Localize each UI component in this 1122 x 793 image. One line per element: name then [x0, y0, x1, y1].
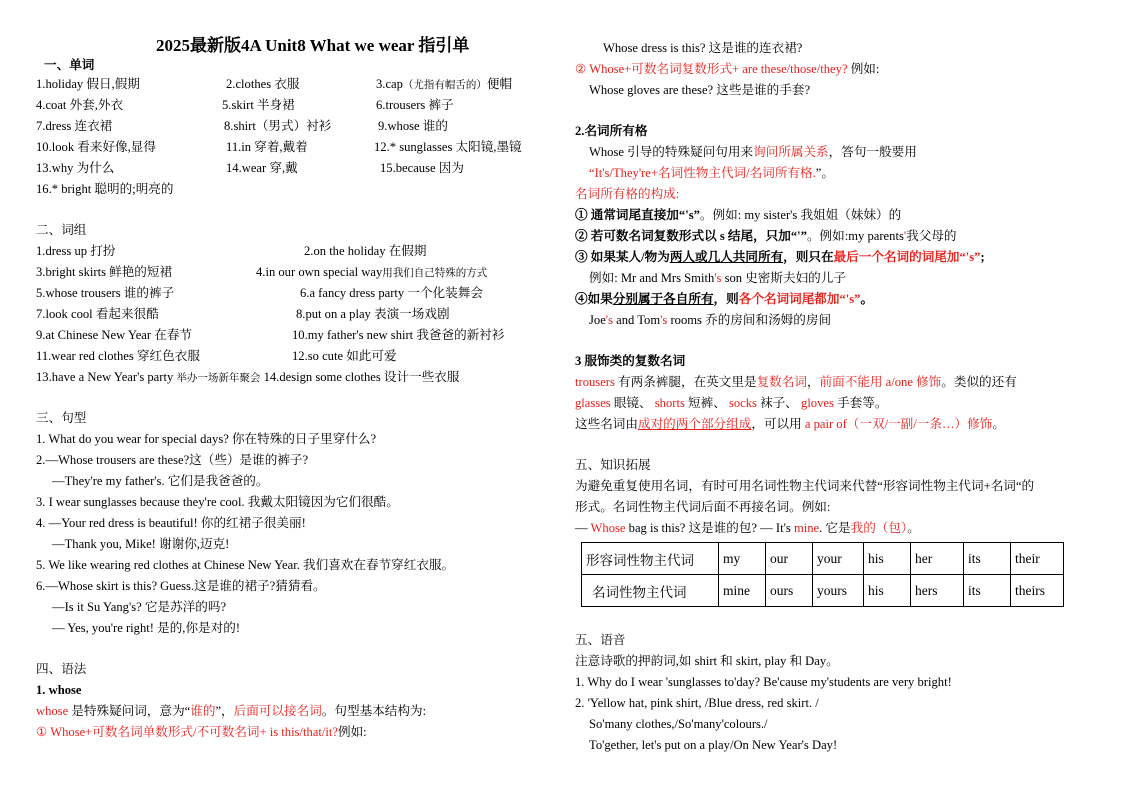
sentence-line: 2.—Whose trousers are these?这（些）是谁的裤子?	[36, 453, 309, 467]
table-cell: my	[719, 543, 766, 575]
vocab-item: 13.why 为什么	[36, 161, 115, 175]
sentence-line: — Yes, you're right! 是的,你是对的!	[52, 621, 241, 635]
table-cell: his	[864, 543, 911, 575]
grammar-subheading-whose: 1. whose	[36, 683, 82, 697]
table-cell: hers	[911, 575, 964, 607]
vocab-item: 6.trousers 裤子	[376, 98, 454, 112]
phrase-item: 9.at Chinese New Year 在春节	[36, 328, 193, 342]
vocab-item: 11.in 穿着,戴着	[226, 140, 308, 154]
sentence-line: 3. I wear sunglasses because they're cool. 我戴太阳镜因为它们很酷。	[36, 495, 399, 509]
vocab-item: 1.holiday 假日,假期	[36, 77, 140, 91]
phrase-item: 5.whose trousers 谁的裤子	[36, 286, 175, 300]
vocab-item: 8.shirt（男式）衬衫	[224, 119, 332, 133]
phonics-intro: 注意诗歌的押韵词,如 shirt 和 skirt, play 和 Day。	[575, 654, 839, 668]
sentence-line: —Is it Su Yang's? 它是苏洋的吗?	[52, 600, 227, 614]
possessive-intro: Whose 引导的特殊疑问句用来询问所属关系，答句一般要用	[589, 145, 917, 159]
phrase-item: 13.have a New Year's party 举办一场新年聚会 14.design some clothes 设计一些衣服	[36, 370, 460, 384]
phonics-heading: 五、语音	[575, 633, 626, 647]
table-cell: 名词性物主代词	[582, 575, 719, 607]
extension-heading: 五、知识拓展	[575, 458, 651, 472]
clothing-line-3: 这些名词由成对的两个部分组成，可以用 a pair of（一双/一副/一条…）修饰。	[575, 417, 1005, 431]
sentence-line: —They're my father's. 它们是我爸爸的。	[52, 474, 269, 488]
vocab-item: 4.coat 外套,外衣	[36, 98, 124, 112]
pronoun-table	[581, 542, 1064, 607]
sentence-line: 5. We like wearing red clothes at Chinese New Year. 我们喜欢在春节穿红衣服。	[36, 558, 455, 572]
sentence-line: 6.—Whose skirt is this? Guess.这是谁的裙子?猜猜看。	[36, 579, 326, 593]
clothing-line-2: glasses 眼镜、 shorts 短裤、 socks 袜子、 gloves 手套等。	[575, 396, 888, 410]
table-cell: his	[864, 575, 911, 607]
sentence-line: —Thank you, Mike! 谢谢你,迈克!	[52, 537, 230, 551]
clothing-heading: 3 服饰类的复数名词	[575, 354, 686, 368]
extension-line-2: 形式。名词性物主代词后面不再接名词。例如:	[575, 500, 831, 514]
table-cell: her	[911, 543, 964, 575]
vocab-heading: 一、单词	[44, 58, 95, 72]
phonics-line: To'gether, let's put on a play/On New Year's Day!	[589, 738, 838, 752]
vocab-item: 9.whose 谁的	[378, 119, 448, 133]
possessive-rule-2: ② 若可数名词复数形式以 s 结尾，只加“'”。例如:my parents'我父母的	[575, 229, 957, 243]
sentence-line: 4. —Your red dress is beautiful! 你的红裙子很美丽!	[36, 516, 306, 530]
grammar-pattern-1: ① Whose+可数名词单数形式/不可数名词+ is this/that/it?例如:	[36, 725, 367, 739]
phrase-item: 3.bright skirts 鲜艳的短裙	[36, 265, 173, 279]
phrase-item: 2.on the holiday 在假期	[304, 244, 427, 258]
possessive-rule-4: ④如果分别属于各自所有，则各个名词词尾都加“'s”。	[575, 292, 874, 306]
grammar-example-1: Whose dress is this? 这是谁的连衣裙?	[603, 41, 803, 55]
possessive-rule-3: ③ 如果某人/物为两人或几人共同所有，则只在最后一个名词的词尾加“'s”;	[575, 250, 985, 264]
possessive-rule-4-example: Joe's and Tom's rooms 乔的房间和汤姆的房间	[589, 313, 832, 327]
extension-example: — Whose bag is this? 这是谁的包? — It's mine. 它是我的（包）。	[575, 521, 920, 535]
phrase-item: 1.dress up 打扮	[36, 244, 116, 258]
grammar-heading: 四、语法	[36, 662, 87, 676]
table-cell: ours	[766, 575, 813, 607]
possessive-rule-1: ① 通常词尾直接加“'s”。例如: my sister's 我姐姐（妹妹）的	[575, 208, 902, 222]
phrases-heading: 二、词组	[36, 223, 87, 237]
table-row	[582, 575, 1064, 607]
phrase-item: 11.wear red clothes 穿红色衣服	[36, 349, 200, 363]
table-cell: our	[766, 543, 813, 575]
phrase-item: 10.my father's new shirt 我爸爸的新衬衫	[292, 328, 505, 342]
table-cell: its	[964, 575, 1011, 607]
phrase-item: 8.put on a play 表演一场戏剧	[296, 307, 450, 321]
page-title: 2025最新版4A Unit8 What we wear 指引单	[156, 36, 470, 55]
grammar-pattern-2: ② Whose+可数名词复数形式+ are these/those/they? 例如:	[575, 62, 880, 76]
vocab-item: 12.* sunglasses 太阳镜,墨镜	[374, 140, 522, 154]
sentences-heading: 三、句型	[36, 411, 87, 425]
table-cell: their	[1011, 543, 1064, 575]
grammar-example-2: Whose gloves are these? 这些是谁的手套?	[589, 83, 811, 97]
vocab-item: 10.look 看来好像,显得	[36, 140, 156, 154]
vocab-item: 3.cap（尤指有帽舌的）便帽	[376, 77, 513, 91]
table-cell: 形容词性物主代词	[582, 543, 719, 575]
phonics-line: So'many clothes,/So'many'colours./	[589, 717, 768, 731]
vocab-item: 15.because 因为	[380, 161, 464, 175]
phrase-item: 7.look cool 看起来很酷	[36, 307, 159, 321]
possessive-rule-3-example: 例如: Mr and Mrs Smith's son 史密斯夫妇的儿子	[589, 271, 846, 285]
table-cell: your	[813, 543, 864, 575]
table-cell: its	[964, 543, 1011, 575]
phonics-line: 2. 'Yellow hat, pink shirt, /Blue dress, red skirt. /	[575, 696, 819, 710]
table-row	[582, 543, 1064, 575]
vocab-item: 7.dress 连衣裙	[36, 119, 113, 133]
phrase-item: 6.a fancy dress party 一个化装舞会	[300, 286, 483, 300]
grammar-whose-definition: whose 是特殊疑问词，意为“谁的”，后面可以接名词。句型基本结构为:	[36, 704, 427, 718]
extension-line-1: 为避免重复使用名词，有时可用名词性物主代词来代替“形容词性物主代词+名词“的	[575, 479, 1035, 493]
sentence-line: 1. What do you wear for special days? 你在特殊的日子里穿什么?	[36, 432, 377, 446]
vocab-item: 14.wear 穿,戴	[226, 161, 298, 175]
table-cell: mine	[719, 575, 766, 607]
possessive-answer-pattern: “It's/They're+名词性物主代词/名词所有格.”。	[589, 166, 834, 180]
clothing-line-1: trousers 有两条裤腿，在英文里是复数名词，前面不能用 a/one 修饰。类似的还有	[575, 375, 1017, 389]
table-cell: theirs	[1011, 575, 1064, 607]
table-cell: yours	[813, 575, 864, 607]
possessive-heading: 2.名词所有格	[575, 124, 648, 138]
possessive-rules-heading: 名词所有格的构成:	[575, 187, 680, 201]
vocab-item: 2.clothes 衣服	[226, 77, 300, 91]
phrase-item: 12.so cute 如此可爱	[292, 349, 397, 363]
vocab-item: 5.skirt 半身裙	[222, 98, 295, 112]
phonics-line: 1. Why do I wear 'sunglasses to'day? Be'cause my'students are very bright!	[575, 675, 952, 689]
vocab-item: 16.* bright 聪明的;明亮的	[36, 182, 174, 196]
phrase-item: 4.in our own special way用我们自己特殊的方式	[256, 265, 488, 279]
